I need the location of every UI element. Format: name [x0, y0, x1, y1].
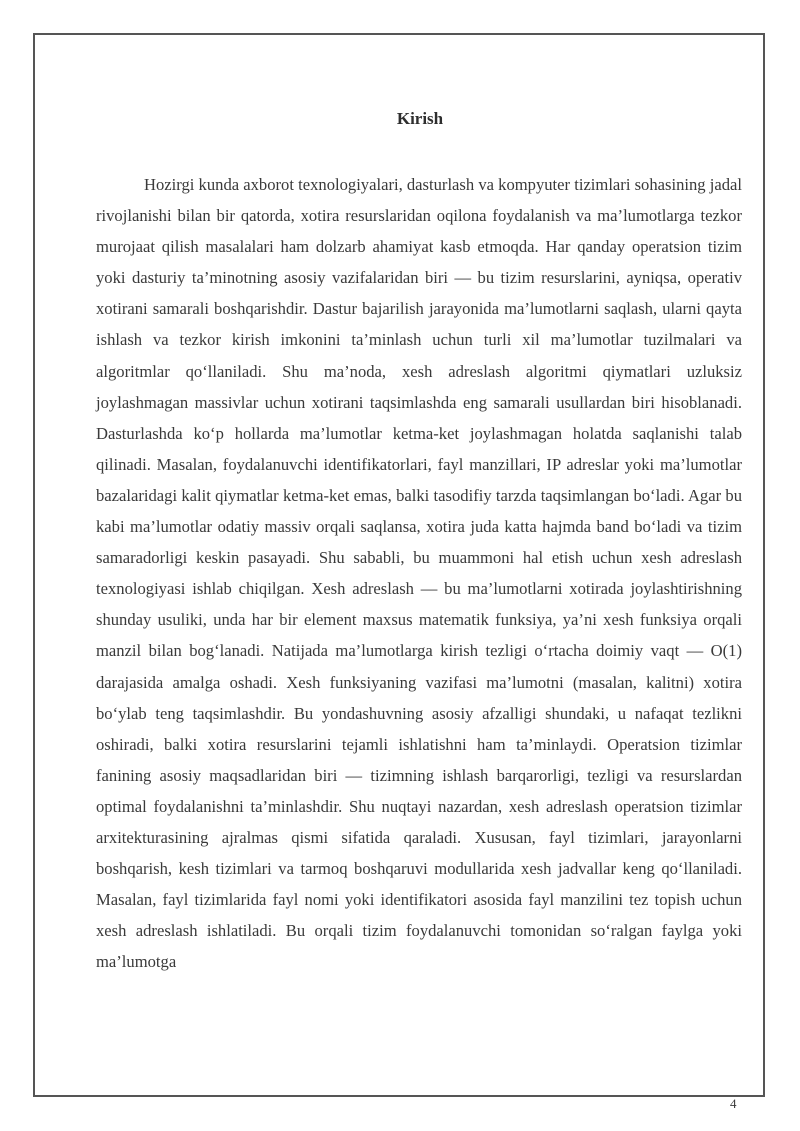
body-paragraph: Hozirgi kunda axborot texnologiyalari, dasturlash va kompyuter tizimlari sohasining jadal rivojlanishi bilan bir qatorda, xotira resurslaridan oqilona foydalanish va ma’lumotlarga tezkor murojaat qilish masalalari ham dolzarb ahamiyat kasb etmoqda. Har qanday operatsion tizim yoki dasturiy ta’minotning asosiy vazifalaridan biri — bu tizim resurslarini, ayniqsa, operativ xotirani samarali boshqarishdir. Dastur bajarilish jarayonida ma’lumotlarni saqlash, ularni qayta ishlash va tezkor kirish imkonini ta’minlash uchun turli xil ma’lumotlar tuzilmalari va algoritmlar qo‘llaniladi. Shu ma’noda, xesh adreslash algoritmi qiymatlari uzluksiz joylashmagan massivlar uchun xotirani taqsimlashda eng samarali usullardan biri hisoblanadi. Dasturlashda ko‘p hollarda ma’lumotlar ketma-ket joylashmagan holatda saqlanishi talab qilinadi. Masalan, foydalanuvchi identifikatorlari, fayl manzillari, IP adreslar yoki ma’lumotlar bazalaridagi kalit qiymatlar ketma-ket emas, balki tasodifiy tarzda taqsimlangan bo‘ladi. Agar bu kabi ma’lumotlar odatiy massiv orqali saqlansa, xotira juda katta hajmda band bo‘ladi va tizim samaradorligi keskin pasayadi. Shu sababli, bu muammoni hal etish uchun xesh adreslash texnologiyasi ishlab chiqilgan. Xesh adreslash — bu ma’lumotlarni xotirada joylashtirishning shunday usuliki, unda har bir element maxsus matematik funksiya, ya’ni xesh funksiya orqali manzil bilan bog‘lanadi. Natijada ma’lumotlarga kirish tezligi o‘rtacha doimiy vaqt — O(1) darajasida amalga oshadi. Xesh funksiyaning vazifasi ma’lumotni (masalan, kalitni) xotira bo‘ylab teng taqsimlashdir. Bu yondashuvning asosiy afzalligi shundaki, u nafaqat tezlikni oshiradi, balki xotira resurslarini tejamli ishlatishni ham ta’minlaydi. Operatsion tizimlar fanining asosiy maqsadlaridan biri — tizimning ishlash barqarorligi, tezligi va resurslardan optimal foydalanishni ta’minlashdir. Shu nuqtayi nazardan, xesh adreslash operatsion tizimlar arxitekturasining ajralmas qismi sifatida qaraladi. Xususan, fayl tizimlari, jarayonlarni boshqarish, kesh tizimlari va tarmoq boshqaruvi modullarida xesh jadvallar keng qo‘llaniladi. Masalan, fayl tizimlarida fayl nomi yoki identifikatori asosida fayl manzilini tez topish uchun xesh adreslash ishlatiladi. Bu orqali tizim foydalanuvchi tomonidan so‘ralgan faylga yoki ma’lumotga [96, 175, 742, 972]
page-title: Kirish [396, 109, 444, 128]
page-number: 4 [730, 1096, 737, 1111]
